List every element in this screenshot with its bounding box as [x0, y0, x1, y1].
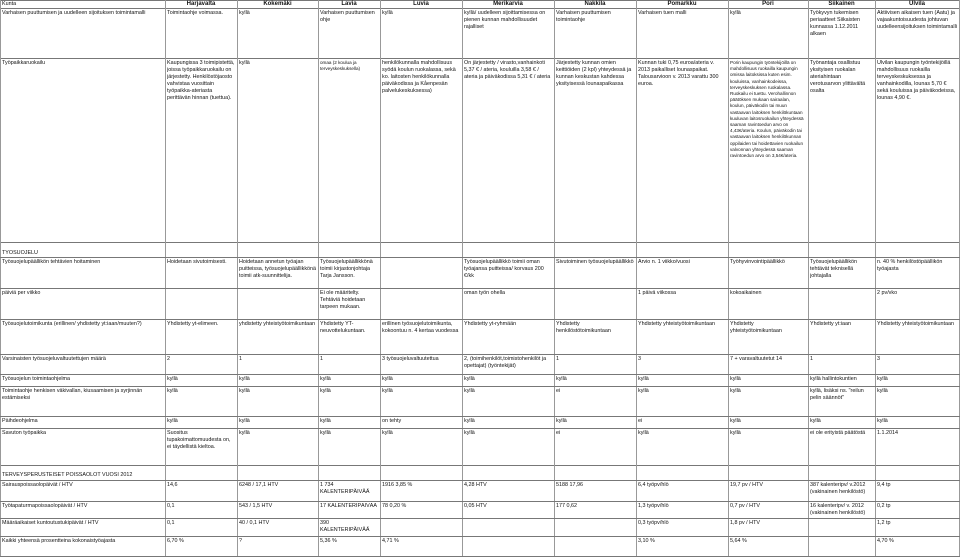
tyosuojelu-row-cell: 1 [239, 356, 242, 362]
poissaolot-row-cell: 4,28 HTV [464, 482, 487, 488]
tyosuojelu-row-cell: 3 [877, 356, 880, 362]
tyosuojelu-row-cell: kyllä [877, 388, 888, 394]
poissaolot-row-cell: 4,70 % [877, 538, 894, 544]
tyosuojelu-row-cell: Sivutoiminen työsuojelupäällikkö [556, 259, 634, 265]
tyosuojelu-row-cell: kyllä [320, 388, 331, 394]
row2-label: Työpaikkaruokailu [2, 60, 46, 66]
tyosuojelu-row-cell: kyllä [167, 388, 178, 394]
tyosuojelu-row-cell [810, 290, 873, 320]
row1-cell: kyllä/ uudelleen sijoittamisessa on pienen kunnan mahdollisuudet rajalliset [464, 10, 546, 30]
tyosuojelu-row-cell: kyllä [877, 376, 888, 382]
tyosuojelu-row-cell [382, 290, 460, 320]
poissaolot-title: TERVEYSPERUSTEISET POISSAOLOT VUOSI 2012 [2, 472, 133, 478]
poissaolot-row-cell [810, 520, 873, 536]
tyosuojelu-row-cell: 1 [810, 356, 813, 362]
city-nakkila: Nakkila [584, 1, 606, 7]
tyosuojelu-row-label: Savuton työpaikka [2, 430, 47, 436]
tyosuojelu-row-cell: Työsuojelupäällikkönä toimii kirjastonjohtaja Tarja Jansson. [320, 259, 373, 279]
poissaolot-row-cell: 0,7 pv / HTV [730, 503, 760, 509]
row2-cell: omaa (2 koulua ja terveyskeskuksella) [320, 60, 361, 72]
tyosuojelu-row-label: Toimintaohje henkisen väkivallan, kiusaamisen ja syrjinnän estämiseksi [2, 388, 143, 401]
poissaolot-row-cell: 387 kalenteripv/ v.2012 (vakinainen henkilöstö) [810, 482, 866, 495]
row2-cell: Työnantaja osallistuu yksityisen ruokalan ateriahintaan verotusarvon ylittävältä osalta [810, 60, 866, 94]
tyosuojelu-row-cell: Yhdistetty yt-elimeen. [167, 321, 219, 327]
tyosuojelu-row-cell: kyllä [730, 430, 741, 436]
poissaolot-row-cell [556, 520, 634, 536]
poissaolot-row-cell: 6,4 työpv/hlö [638, 482, 669, 488]
tyosuojelu-row-cell: kyllä [464, 376, 475, 382]
row2-cell: Ulvilan kaupungin työntekijöillä mahdollisuus ruokailla terveyskeskuksessa ja vanhainkodilla, lounas 5,70 € sekä kouluissa ja päiväkodeissa, lounas 4,90 €. [877, 60, 956, 101]
tyosuojelu-row-cell: ei [638, 418, 643, 424]
tyosuojelu-row-cell: 1 päivä viikossa [638, 290, 677, 296]
tyosuojelu-row-cell: kyllä [638, 430, 649, 436]
tyosuojelu-row-cell: Yhdistetty yt:iaan [810, 321, 852, 327]
city-pomarkku: Pomarkku [667, 1, 697, 7]
row1-cell: Työkyvyn tukemisen periaatteet Siikaisten kunnassa 1.12.2011 alkaen [810, 10, 861, 37]
poissaolot-row-cell: 78 0,20 % [382, 503, 407, 509]
row2-cell: kyllä [239, 60, 250, 66]
poissaolot-row-cell [556, 538, 634, 554]
tyosuojelu-row-cell: 1 [320, 356, 323, 362]
tyosuojelu-row-cell: kyllä [730, 388, 741, 394]
tyosuojelu-row-cell: on tehty [382, 418, 402, 424]
tyosuojelu-row-cell: kyllä [810, 418, 821, 424]
tyosuojelu-row-cell [556, 290, 634, 320]
tyosuojelu-row-cell: kyllä [382, 388, 393, 394]
poissaolot-row-cell [464, 538, 552, 554]
city-harjavalta: Harjavalta [186, 1, 216, 7]
tyosuojelu-row-label: Varsinaisten työsuojeluvaltuutettujen määrä [2, 356, 106, 362]
poissaolot-row-cell: ? [239, 538, 242, 544]
tyosuojelu-row-cell: Hoidetaan annetun työajan puitteissa, työsuojelupäällikkönä toimii atk-suunnittelija. [239, 259, 316, 279]
poissaolot-row-cell [810, 538, 873, 554]
poissaolot-row-cell: 177 0,62 [556, 503, 577, 509]
tyosuojelu-row-cell: Yhdistetty yhteistyötoimikuntaan [877, 321, 955, 327]
tyosuojelu-row-cell: kyllä [239, 430, 250, 436]
tyosuojelu-row-cell: Suositus tupakoimattomuudesta on, ei täydellistä kieltoa. [167, 430, 231, 450]
row1-cell: Varhaisen puuttumisen toimintaohje [556, 10, 611, 23]
poissaolot-row-cell: 0,3 työpv/hlö [638, 520, 669, 526]
poissaolot-row-cell: 1 734 KALENTERIPÄIVÄÄ [320, 482, 370, 495]
tyosuojelu-row-cell: 3 [638, 356, 641, 362]
city-merikarvia: Merikarvia [493, 1, 523, 7]
tyosuojelu-row-cell: kyllä [730, 376, 741, 382]
tyosuojelu-row-cell: 1 [556, 356, 559, 362]
tyosuojelu-row-cell: Yhdistetty henkilöstötoimikuntaan [556, 321, 611, 334]
tyosuojelu-row-cell: Työsuojelupäällikkö toimii oman työajansa puitteissa/ korvaus 200 €/kk [464, 259, 544, 279]
tyosuojelu-row-label: Työsuojelun toimintaohjelma [2, 376, 71, 382]
row1-cell: Varhaisen tuen malli [638, 10, 687, 16]
tyosuojelu-row-cell: ei [556, 388, 561, 394]
tyosuojelu-row-cell: kyllä [239, 376, 250, 382]
row2-cell: Kaupungissa 3 toimipistettä, joissa työpaikkaruokailu on järjestetty. Henkilöstöjaosto vahvistaa vuosittain työpaikka-ateriasta perittävän hinnan (tuettua). [167, 60, 235, 101]
tyosuojelu-row-cell: 2, (toimihenkilöt,toimistohenkilöt ja opettajat) (työntekijät) [464, 356, 547, 369]
tyosuojelu-row-cell: kyllä [464, 388, 475, 394]
tyosuojelu-row-label: Päihdeohjelma [2, 418, 38, 424]
poissaolot-row-cell: 16 kalenteripv/ v. 2012 (vakinainen henkilöstö) [810, 503, 866, 516]
tyosuojelu-row-cell: 3 työsuojeluvaltuutettua [382, 356, 439, 362]
poissaolot-row-cell: 9,4 tp [877, 482, 891, 488]
row2-cell: henkilökunnalla mahdollisuus syödä koulun ruokalassa, sekä ko. laitosten henkilökunnalla päiväkodissa ja Kåenpesän palvelukeskuksessa) [382, 60, 456, 94]
poissaolot-row-cell: 3,10 % [638, 538, 655, 544]
row1-cell: Varhaisen puuttumisen ohje [320, 10, 375, 23]
tyosuojelu-row-cell: oman työn ohella [464, 290, 506, 296]
tyosuojelu-row-cell: yhdistetty yhteistyötoimikuntaan [239, 321, 316, 327]
tyosuojelu-row-cell: kyllä [730, 418, 741, 424]
tyosuojelu-row-cell: kyllä [638, 388, 649, 394]
tyosuojelu-row-cell: Työhyvinvointipäällikkö [730, 259, 785, 265]
tyosuojelu-row-cell: kyllä [382, 376, 393, 382]
tyosuojelu-row-cell: kyllä [638, 376, 649, 382]
tyosuojelu-row-cell: kyllä [167, 418, 178, 424]
tyosuojelu-row-cell: Yhdistetty yhteistyötoimikuntaan [638, 321, 716, 327]
poissaolot-row-cell: 1,3 työpv/hlö [638, 503, 669, 509]
poissaolot-row-cell [464, 520, 552, 536]
tyosuojelu-row-cell: erillinen työsuojelutoimikunta, kokoontuu n. 4 kertaa vuodessa [382, 321, 459, 334]
poissaolot-row-label: Määräaikaiset kuntoutustukipäivät / HTV [2, 520, 99, 526]
poissaolot-row-label: Sairauspoissaolopäivät / HTV [2, 482, 73, 488]
city-ulvila: Ulvila [908, 1, 925, 7]
tyosuojelu-row-cell: kyllä [320, 418, 331, 424]
tyosuojelu-row-cell: 1.1.2014 [877, 430, 898, 436]
row2-cell: Kunnan tuki 0,75 euroa/ateria v. 2013 paikalliset lounaspaikat. Talousarvioon v. 2013 varattu 300 euroa. [638, 60, 719, 87]
row2-cell: Järjestetty kunnan omien keittiöiden (2 kpl) yhteydessä ja kunnan keskustan kahdessa yksityisessä lounaspaikassa [556, 60, 632, 87]
poissaolot-row-cell: 390 KALENTERIPÄIVÄÄ [320, 520, 370, 533]
city-lavia: Lavia [341, 1, 357, 7]
tyosuojelu-row-cell: kyllä [167, 376, 178, 382]
tyosuojelu-row-cell: kyllä hallintokuntien [810, 376, 857, 382]
tyosuojelu-row-cell: 7 + varavaltuutetut 14 [730, 356, 782, 362]
poissaolot-row-cell: 4,71 % [382, 538, 399, 544]
tyosuojelu-row-cell: kyllä [464, 430, 475, 436]
poissaolot-row-cell: 5188 17,96 [556, 482, 583, 488]
tyosuojelu-row-cell: kyllä [239, 388, 250, 394]
poissaolot-row-cell [382, 520, 460, 536]
poissaolot-row-cell: 0,1 [167, 520, 175, 526]
tyosuojelu-row-cell: ei ole erityistä päätöstä [810, 430, 866, 436]
row1-cell: kyllä [730, 10, 741, 16]
city-siikainen: Siikainen [828, 1, 855, 7]
tyosuojelu-row-cell [167, 290, 236, 320]
tyosuojelu-row-cell: Yhdistetty YT-neuvottelukuntaan. [320, 321, 366, 334]
row2-cell: On järjestetty / virasto,vanhainkoti 5,37 € / ateria, kouluilla 3,58 € / ateria ja päiväkodissa 5,31 € / ateria [464, 60, 551, 80]
poissaolot-row-cell: 0,1 [167, 503, 175, 509]
poissaolot-row-cell: 19,7 pv / HTV [730, 482, 763, 488]
city-kokemaki: Kokemäki [263, 1, 292, 7]
poissaolot-row-cell: 14,6 [167, 482, 178, 488]
tyosuojelu-row-cell: Hoidetaan sivutoimisesti. [167, 259, 227, 265]
row1-cell: Aktiivisen aikaisen tuen (Aatu) ja vajaakuntoisuudesta johtuvan uudelleensijoituksen toimintamalli [877, 10, 958, 30]
tyosuojelu-row-cell: kyllä [877, 418, 888, 424]
tyosuojelu-row-cell: ei [556, 430, 561, 436]
poissaolot-row-label: Työtapaturmapoissaolopäivät / HTV [2, 503, 88, 509]
row2-cell: Porin kaupungin työntekijöillä on mahdollisuus ruokailla kaupungin omissa laitoksissa kuten esim. kouluissa, vanhainkodeissa, terveyskeskuksen ruokalassa. Ruokailu ei tuettu. Verohallinnon päätöksen mukaan sairaalan, koulun, päiväkodin tai muun vastaavan laitoksen henkilökuntaan kuuluvan laitosruokailun yhteydessä saaman ravintoedun arvo on 4,43€/ateria. Koulun, päiväkodin tai vastaavan laitoksen henkilökunnan oppilaiden tai hoidettavien ruokailun valvonnan yhteydessä saaman ravintoedun arvo on 3,54€/ateria. [730, 60, 804, 159]
poissaolot-row-cell: 40 / 0,1 HTV [239, 520, 270, 526]
tyosuojelu-row-cell: kokoaikainen [730, 290, 762, 296]
tyosuojelu-title: TYÖSUOJELU [2, 250, 38, 256]
tyosuojelu-row-cell: kyllä [556, 418, 567, 424]
tyosuojelu-row-cell: kyllä [556, 376, 567, 382]
tyosuojelu-row-cell: Arvio n. 1 viikko/vuosi [638, 259, 690, 265]
tyosuojelu-row-cell [382, 259, 460, 289]
tyosuojelu-row-cell: 2 pv/vko [877, 290, 898, 296]
poissaolot-row-cell: 5,36 % [320, 538, 337, 544]
corner-label: Kunta [2, 1, 17, 7]
poissaolot-row-cell: 1916 3,85 % [382, 482, 413, 488]
tyosuojelu-row-cell: kyllä [239, 418, 250, 424]
city-luvia: Luvia [413, 1, 429, 7]
tyosuojelu-row-label: Työsuojelutoimikunta (erillinen/ yhdistetty yt:iaan/muuten?) [2, 321, 142, 327]
tyosuojelu-row-cell: kyllä [320, 430, 331, 436]
row1-cell: Toimintaohje voimassa. [167, 10, 224, 16]
tyosuojelu-row-cell: kyllä [382, 430, 393, 436]
tyosuojelu-row-cell: Ei ole määritelty. Tehtäviä hoidetaan tarpeen mukaan. [320, 290, 366, 310]
tyosuojelu-row-cell: Yhdistetty yt-ryhmään [464, 321, 517, 327]
tyosuojelu-row-cell: kyllä [464, 418, 475, 424]
row1-cell: kyllä [239, 10, 250, 16]
tyosuojelu-row-cell [239, 290, 316, 320]
poissaolot-row-cell: 5,64 % [730, 538, 747, 544]
tyosuojelu-row-cell: 2 [167, 356, 170, 362]
poissaolot-row-cell: 0,2 tp [877, 503, 891, 509]
poissaolot-row-cell: 1,8 pv / HTV [730, 520, 760, 526]
tyosuojelu-row-cell: kyllä [320, 376, 331, 382]
poissaolot-row-cell: 0,05 HTV [464, 503, 487, 509]
tyosuojelu-row-cell: kyllä, lisäksi ns. "reilun pelin säännöt" [810, 388, 864, 401]
poissaolot-row-cell: 543 / 1,5 HTV [239, 503, 273, 509]
poissaolot-row-label: Kaikki yhteensä prosentteina kokonaistyöajasta [2, 538, 116, 544]
tyosuojelu-row-label: päiviä per viikko [2, 290, 41, 296]
tyosuojelu-row-label: Työsuojelupäällikön tehtävien hoitaminen [2, 259, 101, 265]
row1-label: Varhaisen puuttumisen ja uudelleen sijoituksen toimintamalli [2, 10, 146, 16]
poissaolot-row-cell: 6248 / 17,1 HTV [239, 482, 279, 488]
tyosuojelu-row-cell: n. 40 % henkilöstöpäällikön työajasta [877, 259, 943, 272]
tyosuojelu-row-cell: Työsuojelupäällikön tehtävät teknisellä johtajalla [810, 259, 858, 279]
poissaolot-row-cell: 17 KALENTERIPÄIVÄÄ [320, 503, 377, 509]
row1-cell: kyllä [382, 10, 393, 16]
poissaolot-row-cell: 6,70 % [167, 538, 184, 544]
poissaolot-row-cell: 1,2 tp [877, 520, 891, 526]
city-pori: Pori [762, 1, 774, 7]
tyosuojelu-row-cell: Yhdistetty yhteistyötoimikuntaan [730, 321, 782, 334]
